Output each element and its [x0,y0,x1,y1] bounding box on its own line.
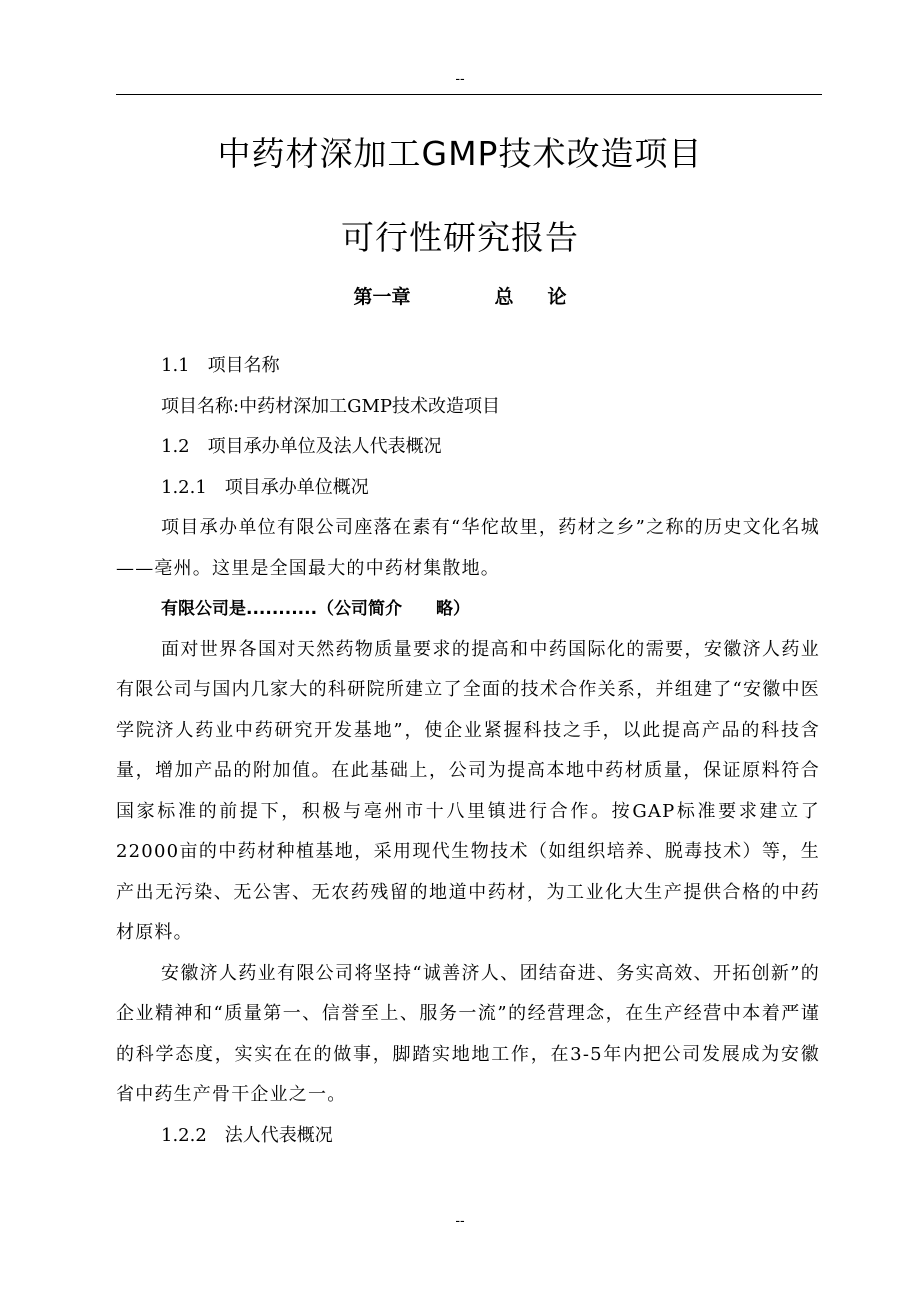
header-rule [116,94,822,95]
project-name-line: 项目名称:中药材深加工GMP技术改造项目 [161,395,500,417]
section-heading-1-2-2: 1.2.2 法人代表概况 [161,1124,333,1146]
page-footer-mark: -- [455,1212,465,1228]
chapter-heading [0,284,920,310]
document-subtitle: 可行性研究报告 [341,218,579,257]
paragraph-location: 项目承办单位有限公司座落在素有“华佗故里，药材之乡”之称的历史文化名城——亳州。这里是全国最大的中药材集散地。 [116,517,820,579]
document-body [116,346,820,1156]
chapter-name-1: 总 [494,286,514,308]
chapter-name-2: 论 [547,286,567,308]
section-heading-1-1: 1.1 项目名称 [161,355,280,376]
paragraph-philosophy: 安徽济人药业有限公司将坚持“诚善济人、团结奋进、务实高效、开拓创新”的企业精神和“质量第一、信誉至上、服务一流”的经营理念，在生产经营中本着严谨的科学态度，实实在在的做事，脚踏实地地工作，在3-5年内把公司发展成为安徽省中药生产骨干企业之一。 [116,962,820,1105]
document-title: 中药材深加工GMP技术改造项目 [217,134,703,173]
page-header-mark: -- [455,70,465,86]
section-heading-1-2: 1.2 项目承办单位及法人代表概况 [161,436,442,457]
section-heading-1-2-1: 1.2.1 项目承办单位概况 [161,476,369,498]
paragraph-company-intro: 有限公司是...........（公司简介 略） [161,599,471,619]
paragraph-cooperation: 面对世界各国对天然药物质量要求的提高和中药国际化的需要，安徽济人药业有限公司与国内几家大的科研院所建立了全面的技术合作关系，并组建了“安徽中医学院济人药业中药研究开发基地”，使企业紧握科技之手，以此提高产品的科技含量，增加产品的附加值。在此基础上，公司为提高本地中药材质量，保证原料符合国家标准的前提下，积极与亳州市十八里镇进行合作。按GAP标准要求建立了22000亩的中药材种植基地，采用现代生物技术（如组织培养、脱毒技术）等，生产出无污染、无公害、无农药残留的地道中药材，为工业化大生产提供合格的中药材原料。 [116,638,820,943]
chapter-number: 第一章 [353,286,411,308]
